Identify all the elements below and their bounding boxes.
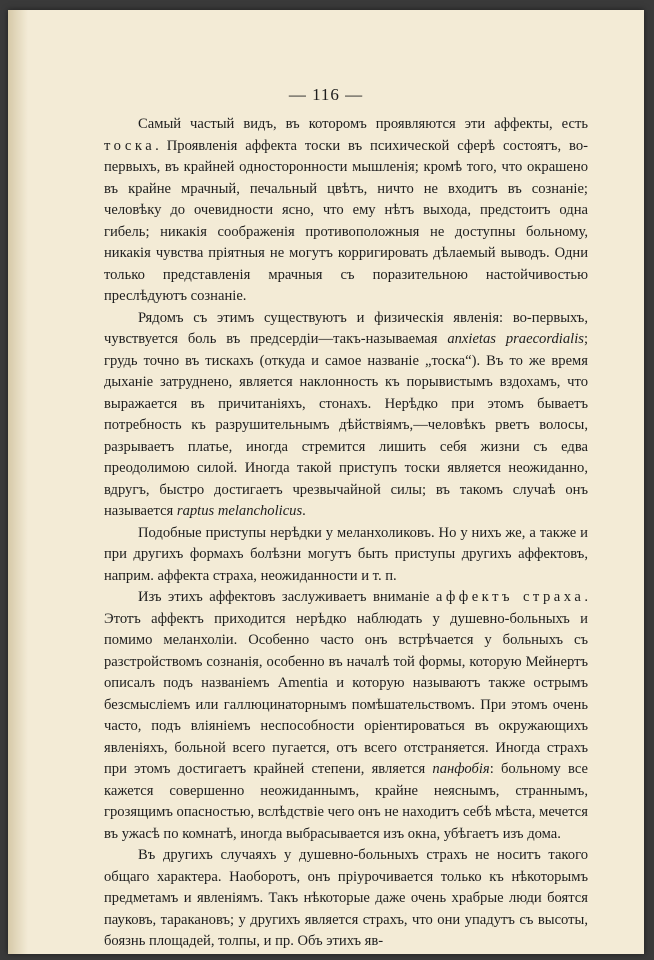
text-segment: . Проявленія аффекта тоски въ психической сферѣ состоятъ, во-первыхъ, въ крайней односторонности мышленія; кромѣ того, что окрашено въ крайне мрачный, печальный цвѣтъ, ничто не входитъ въ сознаніе; человѣку до очевидности ясно, что ему нѣтъ выхода, предстоитъ одна гибель; никакія соображенія противоположныя не доступны больному, никакія чувства пріятныя не могутъ корригировать дѣлаемый выводъ. Одни только представленія мрачныя съ поразительною настойчивостью преслѣдуютъ сознаніе. (104, 137, 588, 304)
text-segment: Рядомъ съ этимъ существуютъ и физическія явленія: во-первыхъ, чувствуется боль въ предсердіи—такъ-называемая (104, 309, 588, 347)
latin-term: anxietas praecordialis (447, 331, 584, 347)
latin-term: raptus melancholicus (176, 503, 303, 519)
book-page (8, 10, 644, 954)
text-segment: . (302, 503, 306, 519)
emphasized-term-toska: тоска (104, 137, 156, 154)
text-segment: Изъ этихъ аффектовъ заслуживаетъ вниманіе (138, 589, 436, 605)
text-segment: Самый частый видъ, въ которомъ проявляются эти аффекты, есть (138, 116, 588, 132)
text-segment: Подобные приступы нерѣдки у меланхоликовъ. Но у нихъ же, а также и при другихъ формахъ болѣзни могутъ быть приступы другихъ аффектовъ, наприм. аффекта страха, неожиданности и т. п. (104, 524, 588, 584)
page-spine-shadow (8, 10, 28, 954)
page-number: — 116 — (288, 85, 364, 104)
emphasized-term-affekt-strakha: аффектъ страха (435, 589, 585, 605)
text-segment: ; грудь точно въ тискахъ (откуда и самое названіе „тоска“). Въ то же время дыханіе затруднено, является наклонность къ порывистымъ вздохамъ, что выражается въ причитаніяхъ, стонахъ. Нерѣдко при этомъ бываетъ потребность къ разрушительнымъ дѣйствіямъ,—человѣкъ рветъ волосы, разрываетъ платье, иногда стремится лишить себя жизни съ едва преодолимою силой. Иногда такой приступъ тоски является неожиданно, вдругъ, быстро достигаетъ чрезвычайной силы; въ такомъ случаѣ онъ называется (104, 331, 588, 519)
text-segment: Въ другихъ случаяхъ у душевно-больныхъ страхъ не носитъ такого общаго характера. Наоборотъ, онъ пріурочивается только къ нѣкоторымъ предметамъ и явленіямъ. Такъ нѣкоторые даже очень храбрые люди боятся пауковъ, таракановъ; у другихъ является страхъ, что они упадутъ съ высоты, боязнь площадей, толпы, и пр. Объ этихъ яв- (104, 847, 588, 949)
italic-term: панфобія (432, 761, 490, 777)
paragraph-5 (104, 845, 588, 953)
text-segment: : больному все кажется совершенно неожиданнымъ, крайне неяснымъ, страннымъ, грозящимъ опасностью, вслѣдствіе чего онъ не находитъ себѣ мѣста, мечется въ ужасѣ по комнатѣ, иногда выбрасывается изъ окна, убѣгаетъ изъ дома. (104, 761, 588, 842)
paragraph-2 (104, 308, 588, 523)
paragraph-4 (104, 587, 588, 845)
text-segment: . Этотъ аффектъ приходится нерѣдко наблюдать у душевно-больныхъ и помимо меланхоліи. Особенно часто онъ встрѣчается у больныхъ съ разстройствомъ сознанія, особенно въ началѣ той формы, которую Мейнертъ описалъ подъ названіемъ Amentia и которую называютъ также острымъ безсмысліемъ или галлюцинаторнымъ помѣшательствомъ. При этомъ очень часто, подъ вліяніемъ неспособности оріентироваться въ окружающихъ явленіяхъ, больной всего пугается, отъ всего отстраняется. Иногда страхъ при этомъ достигаетъ крайней степени, является (104, 589, 588, 777)
paragraph-1 (104, 114, 588, 308)
paragraph-3 (104, 523, 588, 588)
body-text (104, 114, 588, 953)
